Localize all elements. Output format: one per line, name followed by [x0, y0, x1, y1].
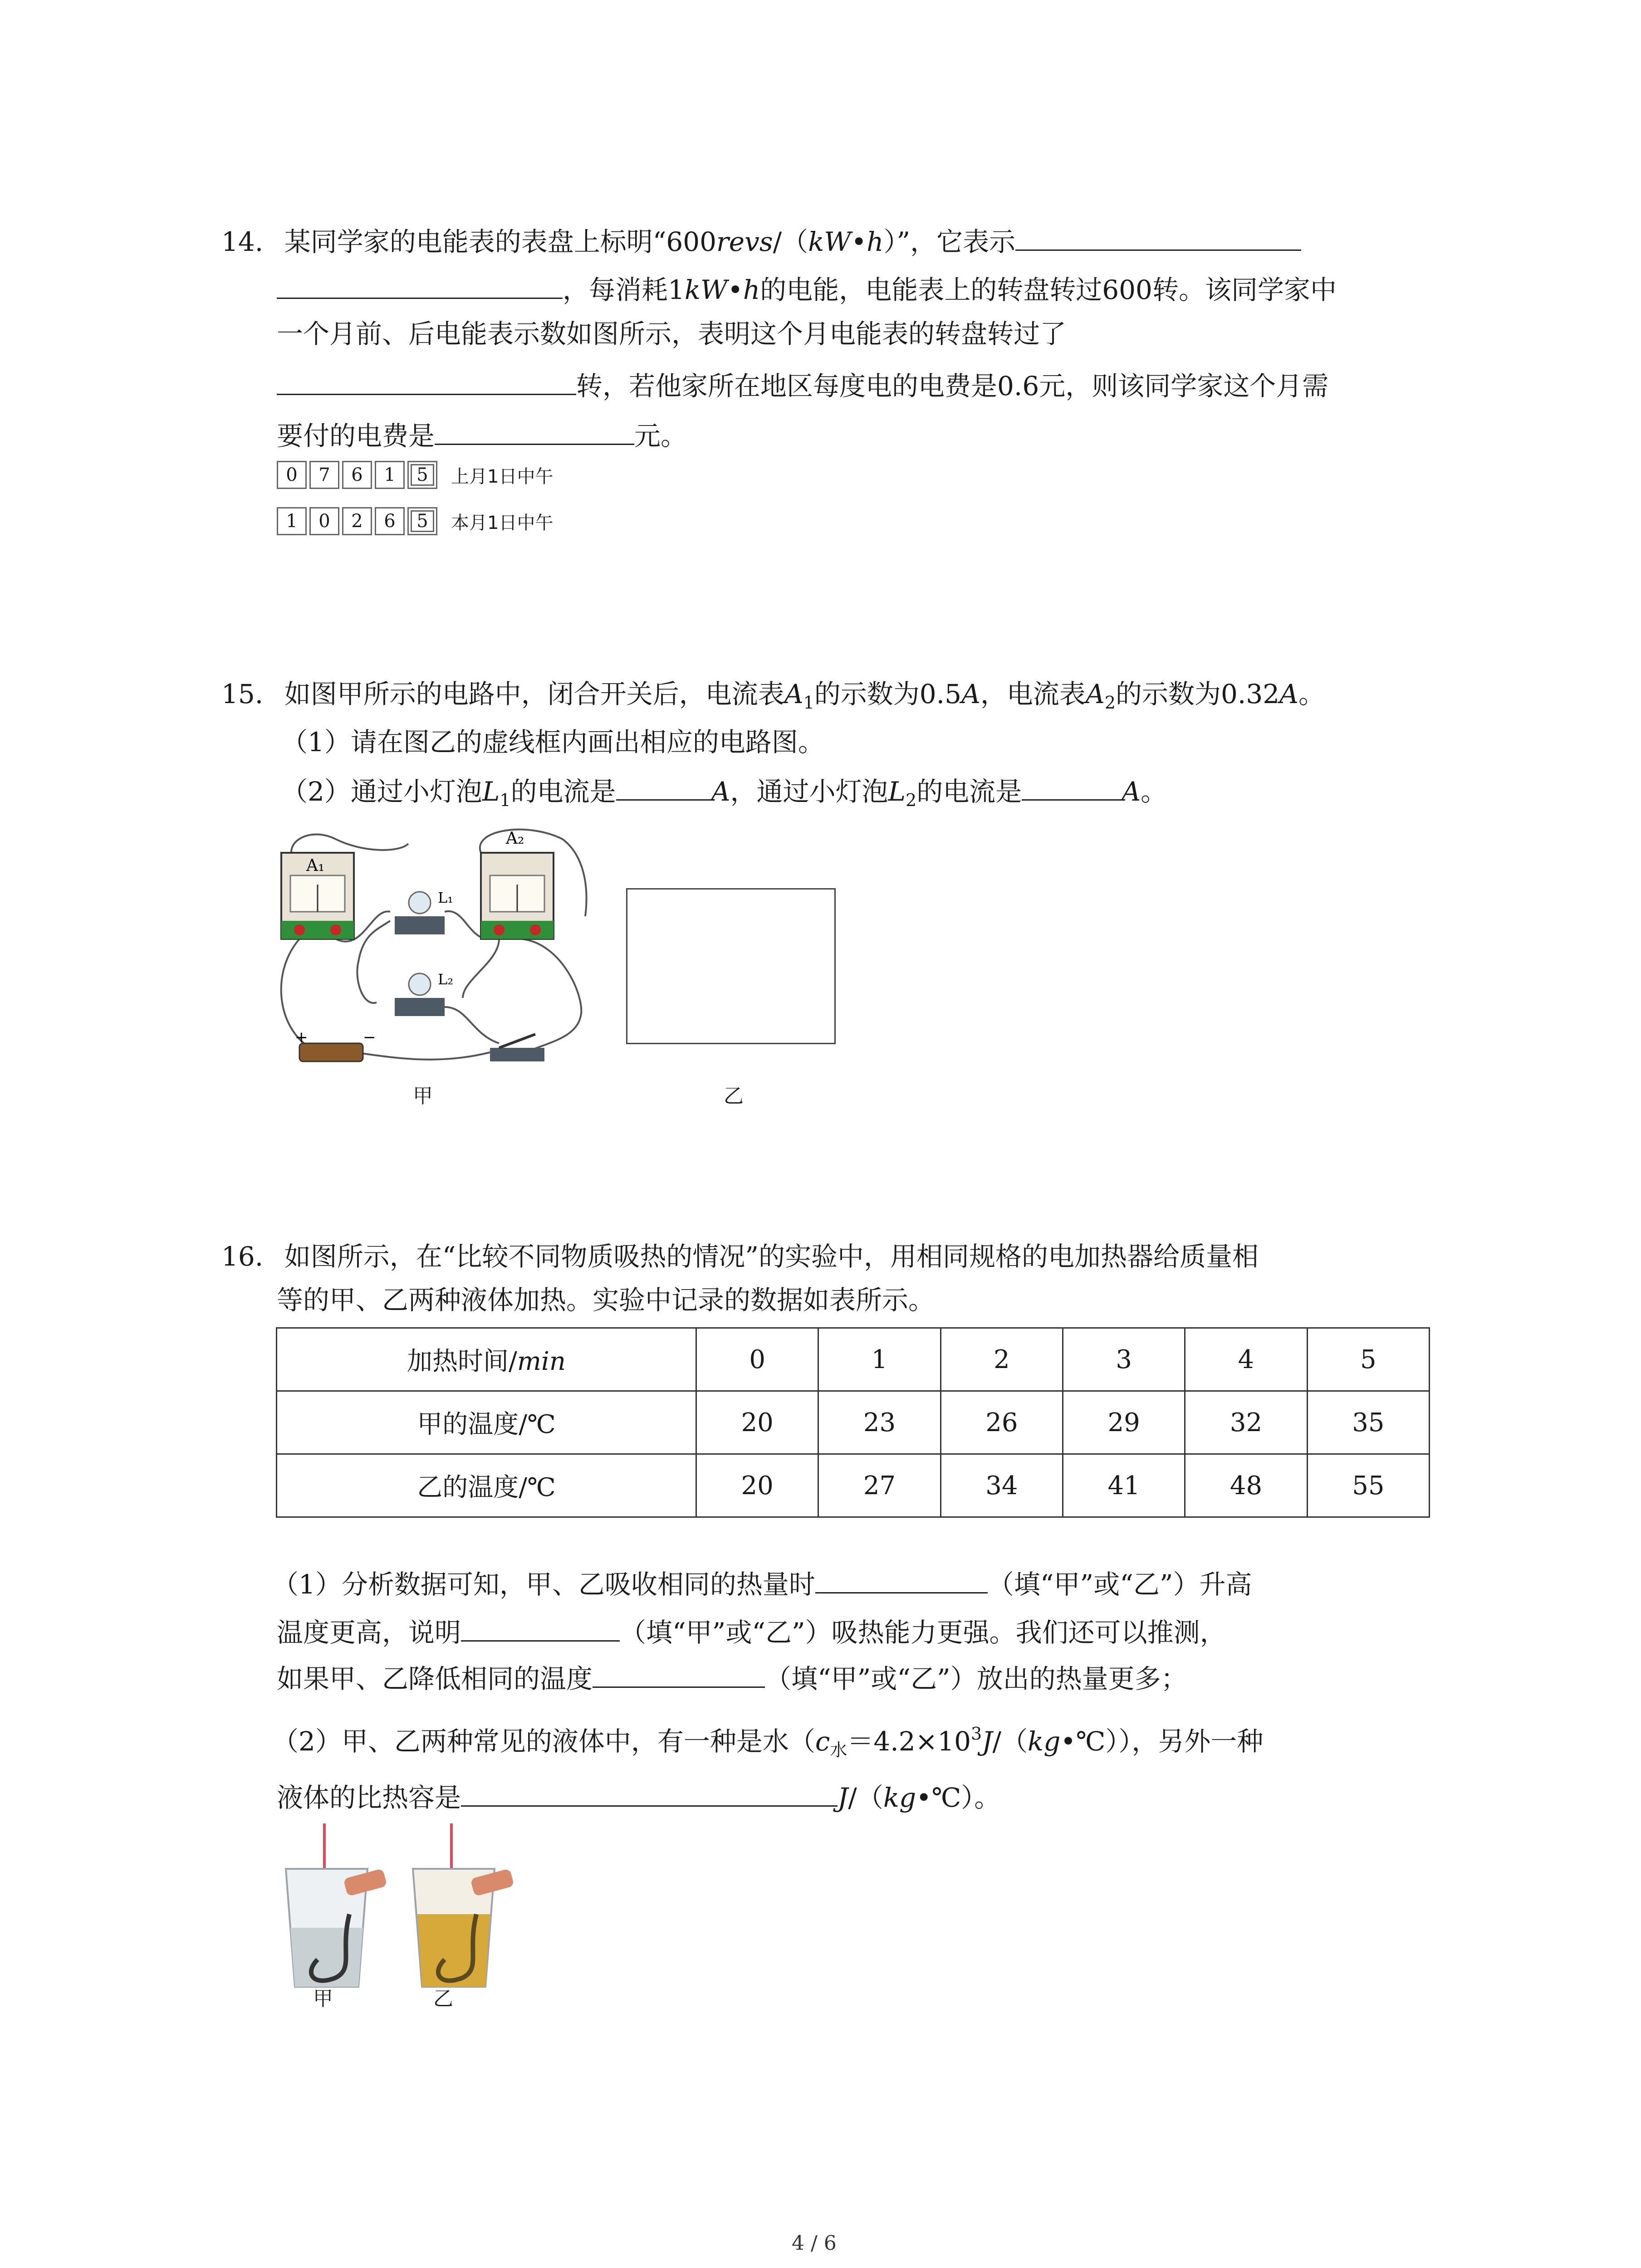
meter-digit-decimal: 5 — [407, 461, 437, 489]
q14-line-3: 一个月前、后电能表示数如图所示，表明这个月电能表的转盘转过了 — [277, 318, 1067, 349]
q16-part-2-line-1: （2）甲、乙两种常见的液体中，有一种是水$(c_水=4.2\times 10^3J/(kg•℃))$，另外一种 — [272, 1724, 1264, 1760]
answer-blank[interactable] — [593, 1659, 765, 1688]
table-cell: 55 — [1307, 1454, 1429, 1517]
table-cell: 27 — [818, 1454, 941, 1517]
table-row — [277, 1391, 1430, 1454]
meter-label: 本月1日中午 — [451, 512, 554, 533]
wire — [354, 1052, 490, 1060]
meter-digit: 1 — [375, 461, 405, 489]
table-cell: 2 — [941, 1328, 1063, 1391]
meter-digit: 6 — [342, 461, 372, 489]
table-cell: 26 — [941, 1391, 1063, 1454]
table-cell: 0 — [696, 1328, 818, 1391]
table-cell: 29 — [1063, 1391, 1185, 1454]
answer-blank[interactable] — [277, 270, 563, 299]
question-number: 14. — [221, 226, 264, 257]
answer-blank[interactable] — [1015, 222, 1301, 251]
battery — [295, 1028, 376, 1061]
answer-blank[interactable] — [461, 1613, 620, 1642]
q15-part-1: （1）请在图乙的虚线框内画出相应的电路图。 — [281, 727, 824, 758]
answer-blank[interactable] — [815, 1565, 988, 1593]
q14-line-4: 转，若他家所在地区每度电的电费是0.6元，则该同学家这个月需 — [277, 367, 1328, 404]
bulb-l1-label: L₁ — [438, 889, 454, 906]
question-number: 16. — [221, 1241, 264, 1272]
table-cell: 35 — [1307, 1391, 1429, 1454]
meter-digit: 1 — [277, 507, 307, 535]
table-cell: 1 — [818, 1328, 941, 1391]
beaker-jia — [286, 1823, 387, 1987]
answer-blank[interactable] — [1022, 772, 1122, 801]
answer-blank[interactable] — [277, 367, 576, 395]
wire — [445, 1007, 499, 1043]
q14-line-5: 要付的电费是 元。 — [277, 416, 687, 454]
q16-line-1: 16. 如图所示，在“比较不同物质吸热的情况”的实验中，用相同规格的电加热器给质量相 — [221, 1241, 1259, 1272]
meter-this-month — [277, 507, 553, 535]
ammeter-a1-label: A₁ — [306, 856, 325, 875]
wire — [463, 939, 499, 998]
q16-part-2-line-2: 液体的比热容是 J/（kg•℃）。 — [277, 1778, 1000, 1816]
battery-minus: − — [363, 1028, 376, 1046]
meter-digit: 2 — [342, 507, 372, 535]
q16-part-1-line-2: 温度更高，说明 （填“甲”或“乙”）吸热能力更强。我们还可以推测， — [277, 1613, 1226, 1651]
table-row-label: 乙的温度/℃ — [277, 1454, 696, 1517]
table-header-cell: 加热时间/min — [277, 1328, 696, 1391]
figure-caption-jia: 甲 — [413, 1085, 433, 1108]
table-cell: 48 — [1185, 1454, 1307, 1517]
meter-digit: 0 — [277, 461, 307, 489]
beaker-yi — [413, 1823, 514, 1987]
table-cell: 4 — [1185, 1328, 1307, 1391]
table-cell: 5 — [1307, 1328, 1429, 1391]
bulb-l2-label: L₂ — [438, 971, 454, 988]
meter-last-month — [277, 461, 553, 489]
table-cell: 20 — [696, 1454, 818, 1517]
circuit-figure-jia — [272, 826, 608, 1070]
q14-line-1: 14. 某同学家的电能表的表盘上标明“600revs/（kW•h）”，它表示 — [221, 222, 1301, 260]
meter-digit: 0 — [309, 507, 339, 535]
ammeter-a2-label: A₂ — [506, 829, 524, 848]
table-cell: 23 — [818, 1391, 941, 1454]
figure-caption-yi: 乙 — [724, 1085, 744, 1108]
ammeter-a1 — [281, 853, 354, 939]
answer-blank[interactable] — [461, 1778, 838, 1807]
meter-digit-decimal: 5 — [407, 507, 437, 535]
drawing-box-yi[interactable] — [626, 888, 836, 1044]
bulb-l1 — [395, 889, 453, 934]
answer-blank[interactable] — [616, 772, 711, 801]
temperature-table — [276, 1327, 1430, 1518]
table-row-header — [277, 1328, 1430, 1391]
wire — [445, 911, 485, 939]
table-cell: 20 — [696, 1391, 818, 1454]
bulb-l2 — [395, 971, 453, 1016]
beakers-figure — [277, 1823, 531, 2005]
question-number: 15. — [221, 679, 264, 709]
wire — [281, 939, 304, 1043]
meter-digit: 6 — [375, 507, 405, 535]
page-number: 4 / 6 — [792, 2232, 837, 2255]
ammeter-a2 — [481, 829, 554, 939]
q16-part-1-line-1: （1）分析数据可知，甲、乙吸收相同的热量时 （填“甲”或“乙”）升高 — [272, 1565, 1252, 1603]
table-cell: 32 — [1185, 1391, 1307, 1454]
q16-line-2: 等的甲、乙两种液体加热。实验中记录的数据如表所示。 — [277, 1285, 935, 1315]
table-cell: 34 — [941, 1454, 1063, 1517]
figure-caption-yi: 乙 — [433, 1987, 453, 2010]
q15-line-1: 15. 如图甲所示的电路中，闭合开关后，电流表$A_1$的示数为0.5A，电流表$A_2$的示数为0.32A。 — [221, 679, 1325, 713]
table-row-label: 甲的温度/℃ — [277, 1391, 696, 1454]
answer-blank[interactable] — [435, 416, 634, 445]
meter-digit: 7 — [309, 461, 339, 489]
table-row — [277, 1454, 1430, 1517]
q15-part-2: （2）通过小灯泡$L_1$的电流是 A，通过小灯泡$L_2$的电流是 A。 — [281, 772, 1167, 818]
q14-line-2: ，每消耗1kW•h的电能，电能表上的转盘转过600转。该同学家中 — [277, 270, 1337, 308]
figure-caption-jia: 甲 — [313, 1987, 333, 2010]
switch — [490, 1034, 544, 1061]
battery-plus: + — [295, 1028, 308, 1046]
meter-label: 上月1日中午 — [451, 466, 554, 487]
table-cell: 41 — [1063, 1454, 1185, 1517]
table-cell: 3 — [1063, 1328, 1185, 1391]
q16-part-1-line-3: 如果甲、乙降低相同的温度 （填“甲”或“乙”）放出的热量更多； — [277, 1659, 1187, 1697]
